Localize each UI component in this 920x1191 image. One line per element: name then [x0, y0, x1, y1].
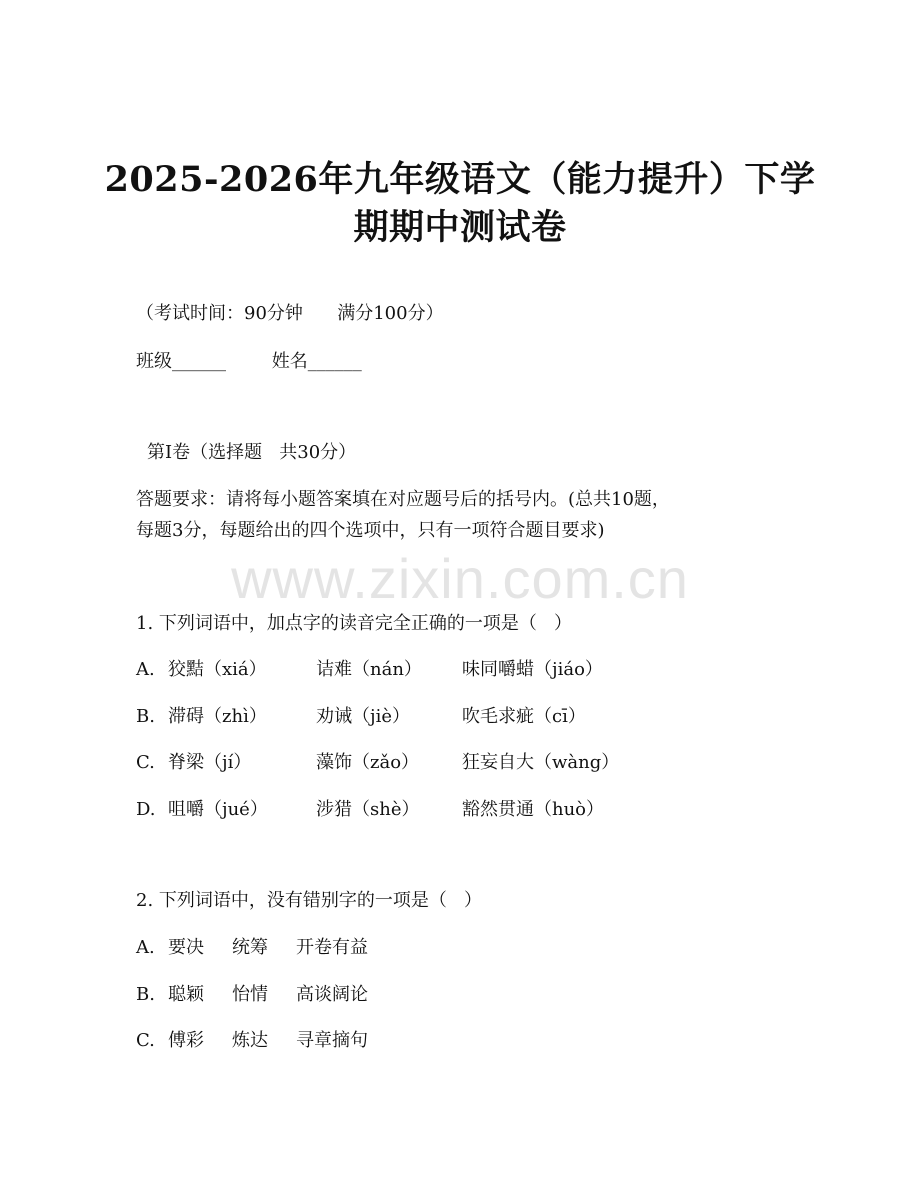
option-item: 傅彩: [168, 1030, 204, 1051]
instruction-line-1: 答题要求：请将每小题答案填在对应题号后的括号内。(总共10题，: [136, 489, 670, 510]
title-line-2: 期期中测试卷: [353, 207, 567, 248]
option-item: 狂妄自大（wàng）: [462, 752, 620, 773]
option-item: 统筹: [232, 937, 268, 958]
option-item: 怡情: [232, 984, 268, 1005]
question-1-stem: 1. 下列词语中，加点字的读音完全正确的一项是（ ）: [136, 613, 573, 634]
option-item: 咀嚼（jué）: [168, 799, 268, 820]
option-item: 吹毛求疵（cī）: [462, 706, 586, 727]
option-label: B.: [136, 984, 155, 1005]
option-item: 涉猎（shè）: [316, 799, 420, 820]
exam-time-score: （考试时间：90分钟 满分100分）: [136, 303, 444, 324]
title-line-1: 2025-2026年九年级语文（能力提升）下学: [104, 159, 816, 200]
option-item: 要决: [168, 937, 204, 958]
option-label: A.: [136, 937, 155, 958]
option-label: D.: [136, 799, 156, 820]
question-2-stem: 2. 下列词语中，没有错别字的一项是（ ）: [136, 890, 483, 911]
option-item: 豁然贯通（huò）: [462, 799, 605, 820]
section-heading: 第Ⅰ卷（选择题 共30分）: [147, 442, 357, 463]
option-item: 脊梁（jí）: [168, 752, 252, 773]
option-label: C.: [136, 1030, 155, 1051]
option-item: 诘难（nán）: [316, 659, 422, 680]
option-label: B.: [136, 706, 155, 727]
instruction-line-2: 每题3分，每题给出的四个选项中，只有一项符合题目要求): [136, 520, 605, 541]
option-item: 聪颖: [168, 984, 204, 1005]
option-item: 味同嚼蜡（jiáo）: [462, 659, 603, 680]
watermark: www.zixin.com.cn: [231, 547, 689, 610]
option-item: 炼达: [232, 1030, 268, 1051]
option-item: 高谈阔论: [296, 984, 368, 1005]
option-label: C.: [136, 752, 155, 773]
option-label: A.: [136, 659, 155, 680]
option-item: 开卷有益: [296, 937, 368, 958]
class-name-fields: 班级______ 姓名______: [136, 351, 362, 372]
option-item: 狡黠（xiá）: [168, 659, 267, 680]
option-item: 寻章摘句: [296, 1030, 368, 1051]
option-item: 滞碍（zhì）: [168, 706, 267, 727]
option-item: 劝诫（jiè）: [316, 706, 410, 727]
option-item: 藻饰（zǎo）: [316, 752, 420, 773]
